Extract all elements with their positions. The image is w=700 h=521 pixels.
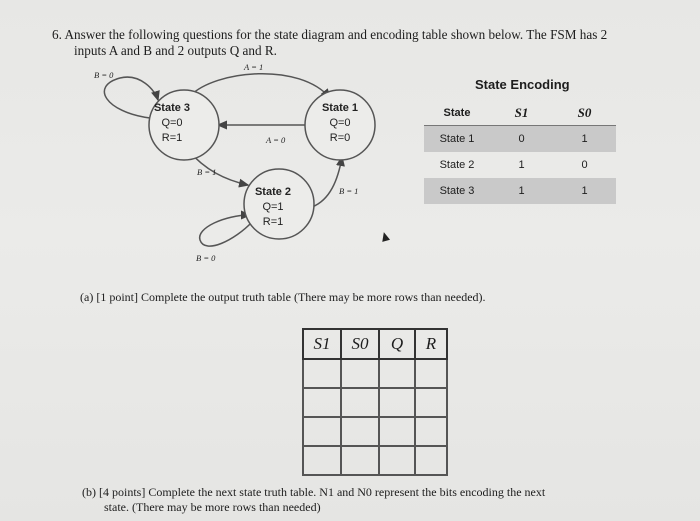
part-b-line-1: (b) [4 points] Complete the next state truth table. N1 and N0 represent the bits encoding the next	[82, 485, 546, 499]
table-row	[424, 152, 616, 178]
tt-cell[interactable]	[341, 417, 379, 446]
tt-cell[interactable]	[379, 388, 415, 417]
state-3-name: State 3	[153, 102, 191, 114]
table-row	[303, 388, 447, 417]
output-truth-table	[302, 328, 448, 476]
part-a-text: (a) [1 point] Complete the output truth table (There may be more rows than needed).	[80, 290, 486, 304]
tt-cell[interactable]	[303, 417, 341, 446]
tt-cell[interactable]	[303, 359, 341, 388]
state-1-q: Q=0	[329, 117, 351, 129]
state-1-r: R=0	[329, 132, 351, 144]
encoding-cell: 0	[490, 126, 553, 153]
label-s3-to-s2: B = 1	[197, 167, 217, 177]
encoding-cell: 1	[553, 126, 616, 153]
label-s1-to-s3: A = 0	[266, 135, 286, 145]
state-2-r: R=1	[262, 216, 284, 228]
encoding-title: State Encoding	[475, 77, 570, 92]
tt-cell[interactable]	[415, 417, 447, 446]
encoding-cell: 1	[553, 178, 616, 204]
tt-cell[interactable]	[415, 446, 447, 475]
encoding-cell: 1	[490, 178, 553, 204]
encoding-header-state: State	[424, 101, 490, 126]
tt-cell[interactable]	[415, 388, 447, 417]
tt-cell[interactable]	[341, 359, 379, 388]
tt-header-r: R	[415, 329, 447, 359]
state-3-node	[149, 90, 219, 160]
label-s2-self: B = 0	[196, 253, 216, 263]
tt-cell[interactable]	[303, 446, 341, 475]
part-b-line-2: state. (There may be more rows than needed)	[104, 500, 321, 514]
state-2-name: State 2	[254, 186, 292, 198]
state-2-q: Q=1	[262, 201, 284, 213]
table-row	[424, 178, 616, 204]
tt-cell[interactable]	[379, 359, 415, 388]
question-line-1: 6. Answer the following questions for the state diagram and encoding table shown below. The FSM has 2	[52, 27, 608, 42]
table-row	[303, 359, 447, 388]
state-3-r: R=1	[161, 132, 183, 144]
tt-cell[interactable]	[379, 446, 415, 475]
tt-cell[interactable]	[341, 446, 379, 475]
tt-cell[interactable]	[379, 417, 415, 446]
encoding-cell: State 3	[424, 178, 490, 204]
transition-s3-to-s1	[190, 74, 330, 98]
transition-s3-self	[104, 77, 158, 118]
encoding-cell: State 1	[424, 126, 490, 153]
encoding-header-s0: S0	[553, 101, 616, 126]
tt-header-q: Q	[379, 329, 415, 359]
encoding-cell: State 2	[439, 159, 475, 171]
encoding-header-s1: S1	[490, 101, 553, 126]
transition-s2-to-s1	[312, 157, 342, 207]
tt-header-s1: S1	[303, 329, 341, 359]
tt-cell[interactable]	[341, 388, 379, 417]
label-s2-to-s1: B = 1	[339, 186, 359, 196]
transition-s2-self	[200, 215, 252, 246]
state-1-name: State 1	[321, 102, 359, 114]
state-3-q: Q=0	[161, 117, 183, 129]
table-row	[303, 417, 447, 446]
table-row	[303, 446, 447, 475]
encoding-cell: 0	[581, 159, 588, 171]
table-row	[424, 126, 616, 153]
label-s3-self: B = 0	[94, 70, 114, 80]
tt-header-s0: S0	[341, 329, 379, 359]
label-s3-to-s1: A = 1	[244, 62, 264, 72]
tt-cell[interactable]	[303, 388, 341, 417]
encoding-cell: 1	[518, 159, 525, 171]
encoding-table	[424, 101, 616, 204]
tt-cell[interactable]	[415, 359, 447, 388]
question-line-2: inputs A and B and 2 outputs Q and R.	[74, 43, 277, 58]
part-b-text	[82, 485, 662, 515]
